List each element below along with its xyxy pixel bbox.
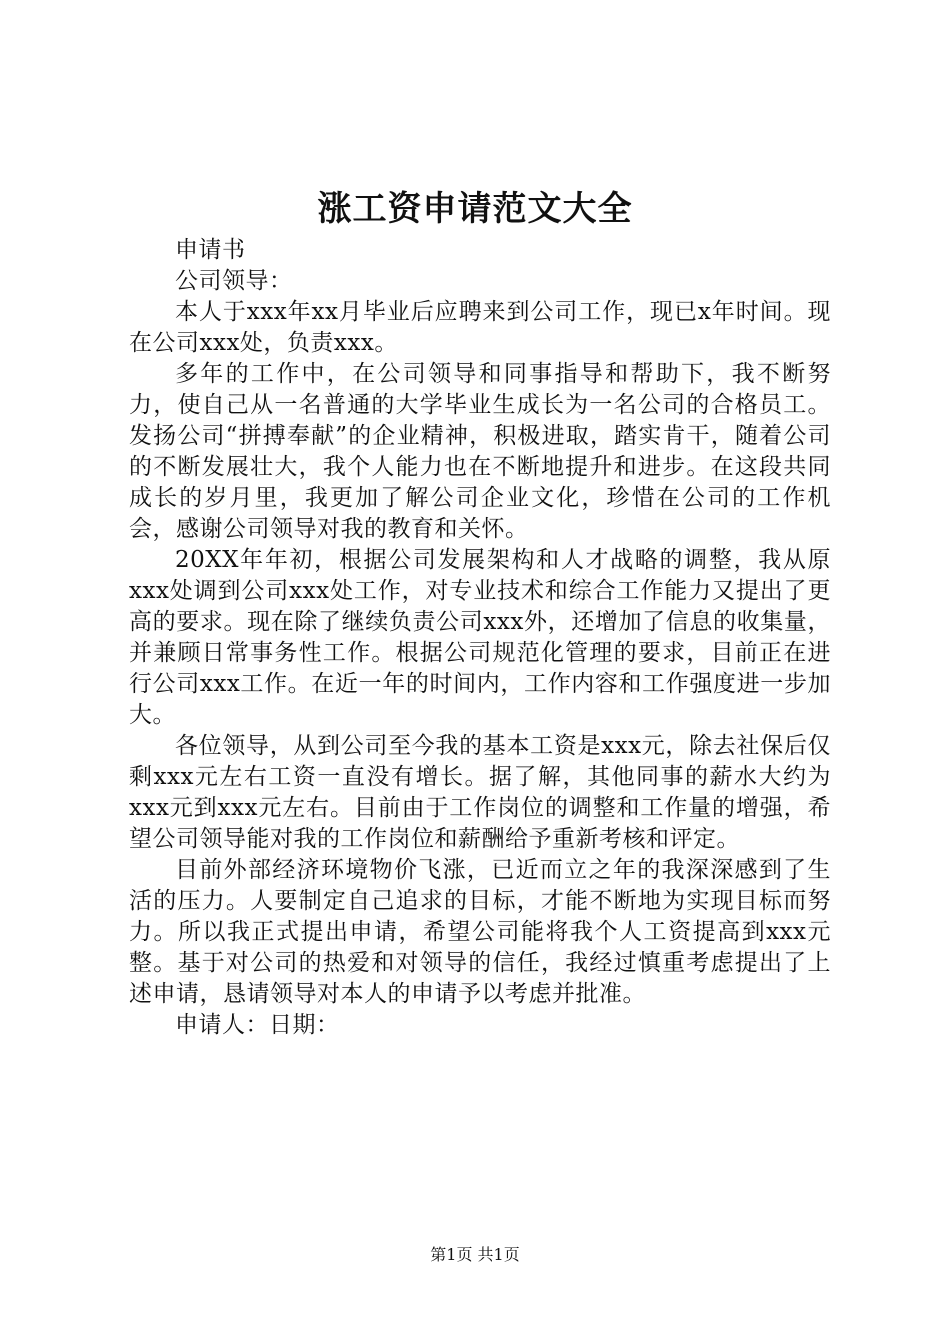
page-footer: 第1页 共1页 [430, 1245, 520, 1264]
document-title: 涨工资申请范文大全 [317, 189, 633, 229]
body-paragraph: 目前外部经济环境物价飞涨，已近而立之年的我深深感到了生活的压力。人要制定自己追求的目标，才能不断地为实现目标而努力。所以我正式提出申请，希望公司能将我个人工资提高到xxx元整。基于对公司的热爱和对领导的信任，我经过慎重考虑提出了上述申请，恳请领导对本人的申请予以考虑并批准。 [129, 857, 831, 1007]
body-paragraph: 各位领导，从到公司至今我的基本工资是xxx元，除去社保后仅剩xxx元左右工资一直没有增长。据了解，其他同事的薪水大约为xxx元到xxx元左右。目前由于工作岗位的调整和工作量的增强，希望公司领导能对我的工作岗位和薪酬给予重新考核和评定。 [129, 733, 831, 852]
body-paragraph: 本人于xxx年xx月毕业后应聘来到公司工作，现已x年时间。现在公司xxx处，负责xxx。 [129, 299, 831, 356]
salutation: 公司领导： [175, 268, 293, 294]
document-body [129, 235, 831, 1041]
body-paragraph: 20XX年年初，根据公司发展架构和人才战略的调整，我从原xxx处调到公司xxx处工作，对专业技术和综合工作能力又提出了更高的要求。现在除了继续负责公司xxx外，还增加了信息的收集量，并兼顾日常事务性工作。根据公司规范化管理的要求，目前正在进行公司xxx工作。在近一年的时间内，工作内容和工作强度进一步加大。 [129, 547, 831, 728]
body-paragraph: 多年的工作中，在公司领导和同事指导和帮助下，我不断努力，使自己从一名普通的大学毕业生成长为一名公司的合格员工。发扬公司“拼搏奉献”的企业精神，积极进取，踏实肯干，随着公司的不断发展壮大，我个人能力也在不断地提升和进步。在这段共同成长的岁月里，我更加了解公司企业文化，珍惜在公司的工作机会，感谢公司领导对我的教育和关怀。 [129, 361, 831, 542]
heading-application: 申请书 [175, 237, 246, 263]
signature-line: 申请人：日期： [175, 1012, 340, 1038]
